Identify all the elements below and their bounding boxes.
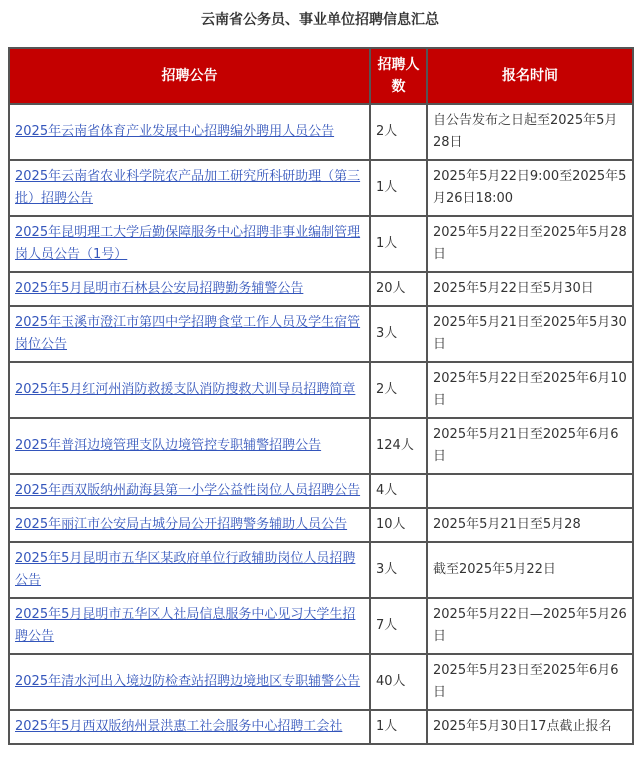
announcement-link[interactable]: 2025年5月昆明市五华区人社局信息服务中心见习大学生招聘公告: [15, 607, 356, 644]
table-row: [9, 474, 633, 508]
table-row: [9, 598, 633, 654]
header-count: 招聘人数: [370, 48, 427, 104]
announcement-link[interactable]: 2025年清水河出入境边防检查站招聘边境地区专职辅警公告: [15, 674, 361, 689]
announcement-cell: [9, 418, 370, 474]
count-cell: 7人: [370, 598, 427, 654]
table-row: [9, 216, 633, 272]
announcement-cell: [9, 306, 370, 362]
announcement-link[interactable]: 2025年昆明理工大学后勤保障服务中心招聘非事业编制管理岗人员公告（1号）: [15, 225, 361, 262]
table-row: [9, 160, 633, 216]
announcement-link[interactable]: 2025年5月西双版纳州景洪惠工社会服务中心招聘工会社: [15, 719, 343, 734]
announcement-cell: [9, 654, 370, 710]
announcement-cell: [9, 542, 370, 598]
count-cell: 40人: [370, 654, 427, 710]
table-row: [9, 508, 633, 542]
announcement-cell: [9, 272, 370, 306]
table-row: [9, 710, 633, 744]
count-cell: 20人: [370, 272, 427, 306]
count-cell: 124人: [370, 418, 427, 474]
time-cell: [427, 474, 633, 508]
recruitment-table: [8, 47, 634, 745]
count-cell: 1人: [370, 710, 427, 744]
header-announcement: 招聘公告: [9, 48, 370, 104]
table-row: [9, 272, 633, 306]
time-cell: 2025年5月22日—2025年5月26日: [427, 598, 633, 654]
time-cell: 2025年5月21日至5月28: [427, 508, 633, 542]
announcement-link[interactable]: 2025年5月昆明市石林县公安局招聘勤务辅警公告: [15, 281, 304, 296]
announcement-cell: [9, 216, 370, 272]
announcement-link[interactable]: 2025年5月红河州消防救援支队消防搜救犬训导员招聘简章: [15, 382, 356, 397]
announcement-cell: [9, 508, 370, 542]
count-cell: 2人: [370, 362, 427, 418]
announcement-link[interactable]: 2025年普洱边境管理支队边境管控专职辅警招聘公告: [15, 438, 322, 453]
time-cell: 2025年5月30日17点截止报名: [427, 710, 633, 744]
announcement-cell: [9, 362, 370, 418]
count-cell: 2人: [370, 104, 427, 160]
announcement-cell: [9, 598, 370, 654]
table-header-row: [9, 48, 633, 104]
announcement-link[interactable]: 2025年云南省体育产业发展中心招聘编外聘用人员公告: [15, 124, 335, 139]
time-cell: 2025年5月22日至2025年5月28日: [427, 216, 633, 272]
time-cell: 2025年5月21日至2025年6月6日: [427, 418, 633, 474]
table-row: [9, 654, 633, 710]
table-row: [9, 542, 633, 598]
time-cell: 2025年5月21日至2025年5月30日: [427, 306, 633, 362]
announcement-cell: [9, 474, 370, 508]
count-cell: 3人: [370, 306, 427, 362]
count-cell: 4人: [370, 474, 427, 508]
count-cell: 1人: [370, 160, 427, 216]
time-cell: 2025年5月22日9:00至2025年5月26日18:00: [427, 160, 633, 216]
announcement-cell: [9, 160, 370, 216]
announcement-link[interactable]: 2025年玉溪市澄江市第四中学招聘食堂工作人员及学生宿管岗位公告: [15, 315, 361, 352]
count-cell: 10人: [370, 508, 427, 542]
announcement-link[interactable]: 2025年云南省农业科学院农产品加工研究所科研助理（第三批）招聘公告: [15, 169, 361, 206]
count-cell: 3人: [370, 542, 427, 598]
table-row: [9, 418, 633, 474]
time-cell: 2025年5月23日至2025年6月6日: [427, 654, 633, 710]
announcement-cell: [9, 710, 370, 744]
announcement-link[interactable]: 2025年丽江市公安局古城分局公开招聘警务辅助人员公告: [15, 517, 348, 532]
time-cell: 截至2025年5月22日: [427, 542, 633, 598]
announcement-link[interactable]: 2025年西双版纳州勐海县第一小学公益性岗位人员招聘公告: [15, 483, 361, 498]
announcement-cell: [9, 104, 370, 160]
count-cell: 1人: [370, 216, 427, 272]
time-cell: 2025年5月22日至5月30日: [427, 272, 633, 306]
announcement-link[interactable]: 2025年5月昆明市五华区某政府单位行政辅助岗位人员招聘公告: [15, 551, 356, 588]
table-row: [9, 306, 633, 362]
header-time: 报名时间: [427, 48, 633, 104]
page-title: 云南省公务员、事业单位招聘信息汇总: [201, 12, 439, 28]
table-row: [9, 362, 633, 418]
time-cell: 2025年5月22日至2025年6月10日: [427, 362, 633, 418]
table-row: [9, 104, 633, 160]
time-cell: 自公告发布之日起至2025年5月28日: [427, 104, 633, 160]
